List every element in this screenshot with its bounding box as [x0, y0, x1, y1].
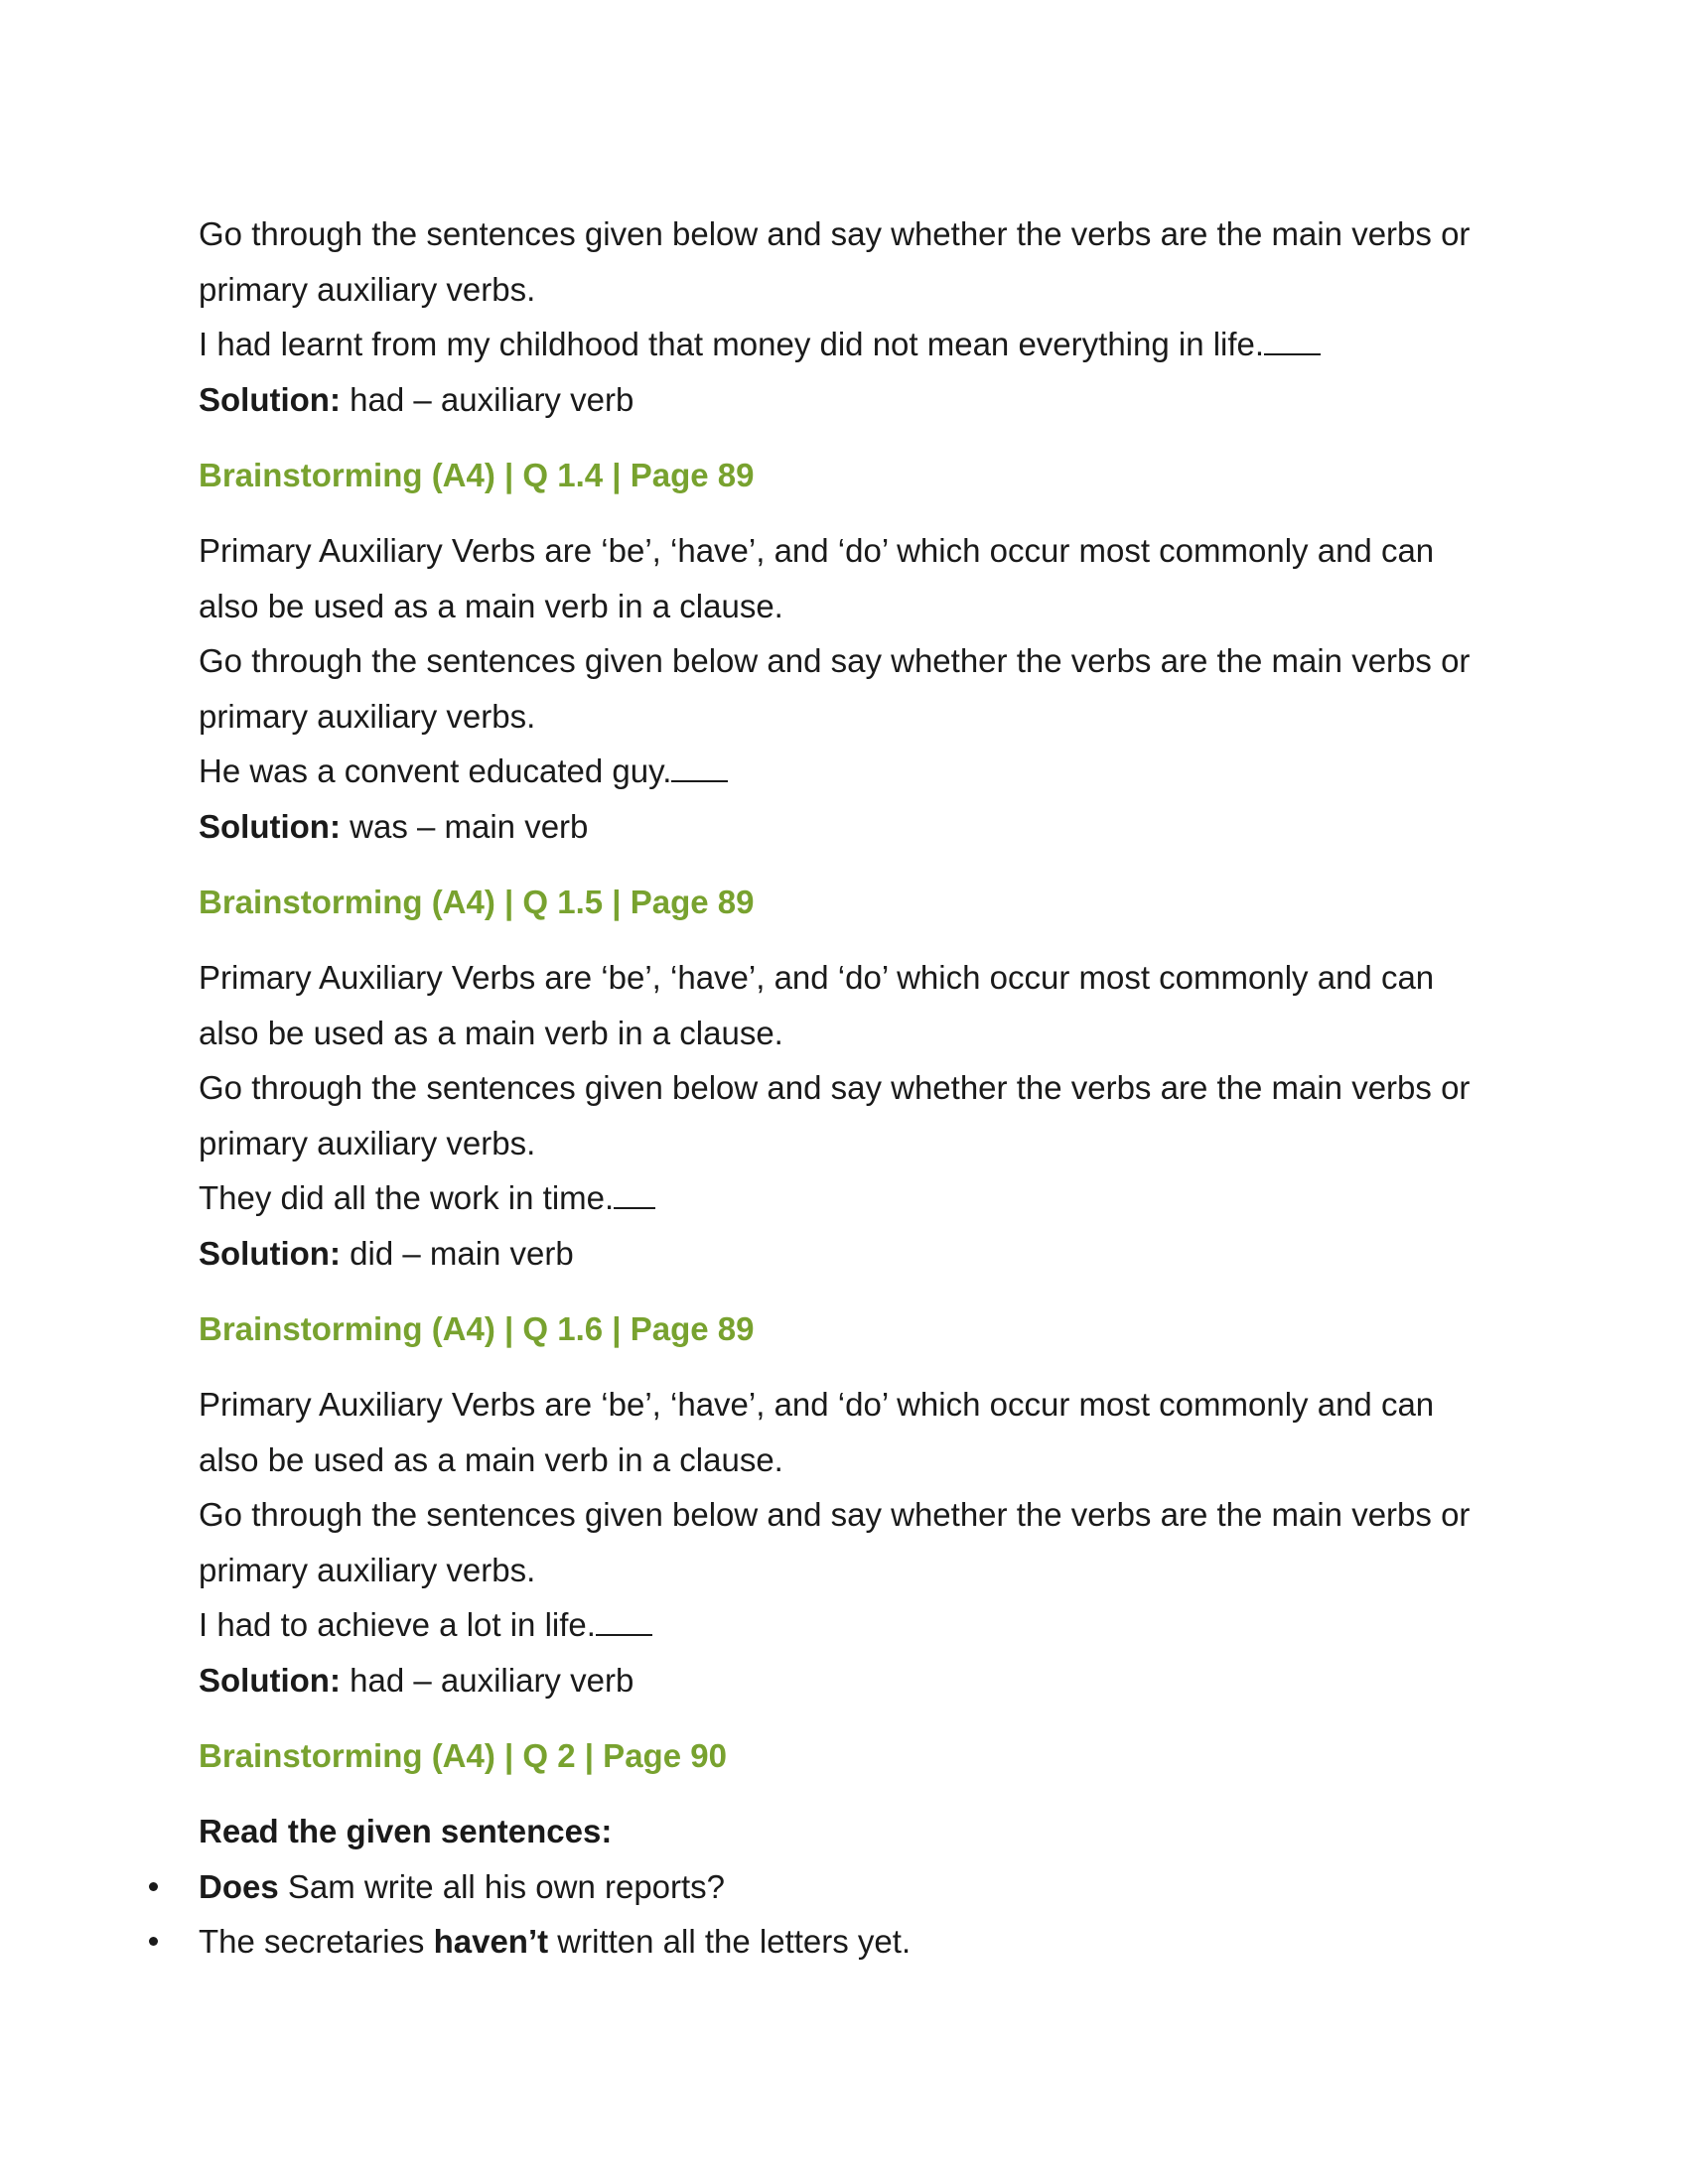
solution-line [199, 1226, 1519, 1282]
solution-text: had – auxiliary verb [340, 1661, 634, 1699]
question-heading[interactable]: Brainstorming (A4) | Q 2 | Page 90 [199, 1737, 727, 1774]
sentence-text: I had learnt from my childhood that money did not mean everything in life. [199, 326, 1265, 362]
question-heading[interactable]: Brainstorming (A4) | Q 1.6 | Page 89 [199, 1310, 755, 1347]
emphasized-verb: haven’t [433, 1923, 549, 1960]
question-heading[interactable]: Brainstorming (A4) | Q 1.4 | Page 89 [199, 457, 755, 493]
sentence-text: They did all the work in time. [199, 1179, 615, 1216]
read-sentences-heading: Read the given sentences: [199, 1813, 613, 1849]
intro-line: also be used as a main verb in a clause. [199, 587, 783, 624]
solution-line [199, 799, 1519, 855]
sentence-text: written all the letters yet. [548, 1923, 912, 1960]
instruction-line: Go through the sentences given below and say whether the verbs are the main verbs or [199, 215, 1471, 252]
answer-blank [614, 1206, 655, 1209]
solution-label: Solution: [199, 807, 341, 845]
bullet-icon [149, 1882, 158, 1891]
instruction-line: Go through the sentences given below and say whether the verbs are the main verbs or [199, 642, 1471, 679]
question-block-2 [199, 1728, 1519, 1970]
answer-blank [596, 1633, 652, 1636]
question-block-1-4 [199, 448, 1519, 854]
answer-blank [671, 779, 728, 782]
list-item [199, 1859, 1519, 1915]
example-sentence-list [199, 1859, 1519, 1970]
question-sentence [199, 1170, 1519, 1226]
answer-blank [1264, 352, 1321, 355]
sentence-text: Sam write all his own reports? [278, 1867, 726, 1905]
solution-label: Solution: [199, 1661, 341, 1699]
instruction-line: primary auxiliary verbs. [199, 270, 536, 308]
question-heading[interactable]: Brainstorming (A4) | Q 1.5 | Page 89 [199, 884, 755, 920]
instruction-line: primary auxiliary verbs. [199, 697, 536, 735]
instruction-line: Go through the sentences given below and say whether the verbs are the main verbs or [199, 1496, 1471, 1533]
page-content [199, 206, 1519, 1970]
solution-text: was – main verb [340, 807, 589, 845]
solution-text: did – main verb [340, 1234, 574, 1272]
question-sentence [199, 1597, 1519, 1653]
question-block-1-6 [199, 1301, 1519, 1707]
solution-text: had – auxiliary verb [340, 380, 634, 418]
question-sentence [199, 744, 1519, 799]
solution-label: Solution: [199, 1234, 341, 1272]
sentence-text: I had to achieve a lot in life. [199, 1606, 596, 1643]
instruction-line: primary auxiliary verbs. [199, 1551, 536, 1588]
intro-line: Primary Auxiliary Verbs are ‘be’, ‘have’, and ‘do’ which occur most commonly and can [199, 1386, 1435, 1423]
list-item [199, 1914, 1519, 1970]
solution-label: Solution: [199, 380, 341, 418]
instruction-line: Go through the sentences given below and say whether the verbs are the main verbs or [199, 1069, 1471, 1106]
instruction-line: primary auxiliary verbs. [199, 1124, 536, 1161]
intro-line: also be used as a main verb in a clause. [199, 1014, 783, 1051]
intro-line: also be used as a main verb in a clause. [199, 1440, 783, 1478]
question-block-1-3 [199, 206, 1519, 427]
emphasized-verb: Does [199, 1867, 279, 1905]
solution-line [199, 372, 1519, 428]
solution-line [199, 1653, 1519, 1708]
sentence-text: He was a convent educated guy. [199, 752, 672, 789]
sentence-text: The secretaries [199, 1923, 434, 1960]
question-block-1-5 [199, 875, 1519, 1281]
bullet-icon [149, 1937, 158, 1946]
intro-line: Primary Auxiliary Verbs are ‘be’, ‘have’, and ‘do’ which occur most commonly and can [199, 959, 1435, 996]
question-sentence [199, 317, 1519, 372]
intro-line: Primary Auxiliary Verbs are ‘be’, ‘have’, and ‘do’ which occur most commonly and can [199, 532, 1435, 569]
